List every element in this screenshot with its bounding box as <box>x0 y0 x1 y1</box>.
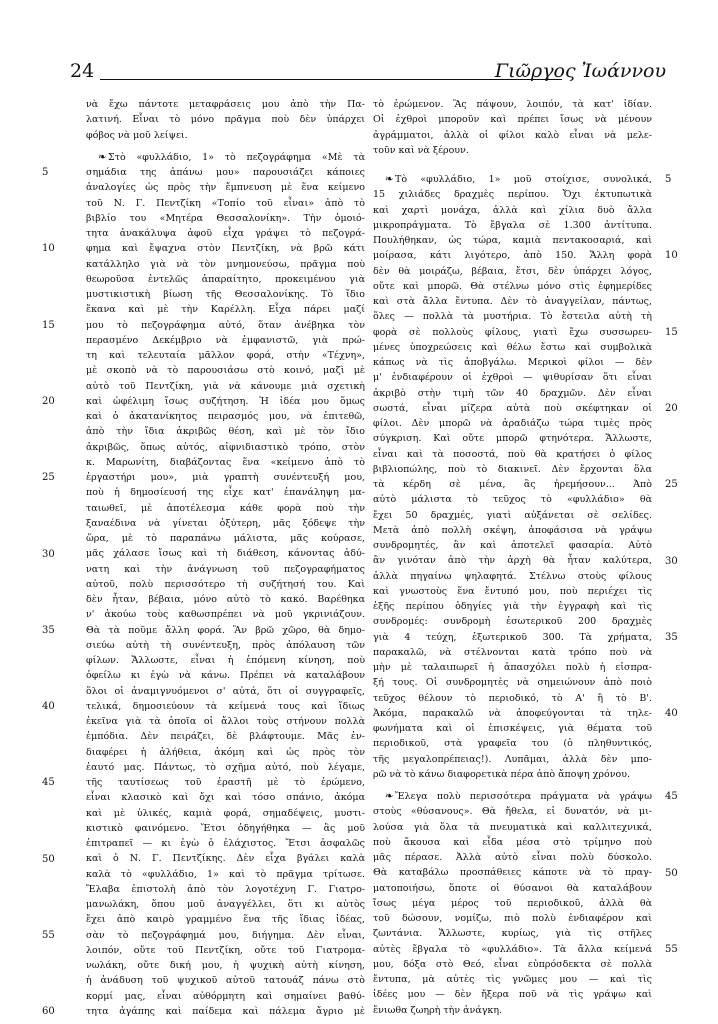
line-text: ταιωθεῖ, μὲ ἀποτέλεσμα κάθε φορὰ ποὺ τὴν <box>86 502 365 514</box>
text-line <box>373 599 652 614</box>
line-text: μανωλάκη, ὅπου μοῦ ἀναγγέλλει, ὅτι κι αὐτὸς <box>86 899 365 910</box>
line-text: ἐμπόδια. Δὲν πειράζει, δὲ βλάφτουμε. Μᾶς ἐν- <box>86 731 365 743</box>
line-number: 30 <box>665 555 678 567</box>
line-number: 55 <box>42 930 55 942</box>
line-text: τῆς ταυτίσεως τοῦ ἐραστῆ μὲ τὸ ἐρώμενο, <box>86 777 365 788</box>
text-line <box>86 97 365 112</box>
text-line <box>86 516 365 531</box>
text-line <box>373 477 652 492</box>
text-line <box>86 348 365 363</box>
text-line <box>373 447 652 462</box>
line-text: αὐτὸ τοῦ Πεντζίκη, γιὰ νὰ κάνουμε μιὰ σχετικὴ <box>86 380 365 392</box>
line-text: Ἀκόμα, παρακαλῶ νὰ ἀποφεύγονται τὰ τηλε- <box>373 707 652 719</box>
text-line <box>373 309 652 324</box>
line-text: ἴσως μέγα μέρος τοῦ περιοδικοῦ, ἀλλὰ θὰ <box>373 897 652 909</box>
line-text: τη καὶ τελευταία μᾶλλον φορά, στὴν «Τέχνη», <box>86 350 365 361</box>
text-line <box>86 821 365 836</box>
line-text: δὲν ἦταν, βέβαια, μόνο αὐτὸ τὸ κακό. Βαρέθηκα <box>86 594 365 605</box>
text-line <box>86 302 365 317</box>
text-line <box>86 1004 365 1019</box>
text-line <box>373 1003 652 1018</box>
text-line <box>373 767 652 782</box>
line-text: Θὰ τὰ ποῦμε ἄλλη φορά. Ἂν βρῶ χῶρο, θὰ δημο- <box>86 624 365 636</box>
line-text: φημα καὶ ἔψαχνα στὸν Πεντζίκη, νὰ βρῶ κάτι <box>86 243 365 255</box>
line-text: μοίρασα, κάτι λιγότερο, ἀπὸ 150. Ἄλλη φορὰ <box>373 250 652 262</box>
line-text: κιστικὸ φαινόμενο. Ἔτσι ὁδηγήθηκα — ἂς μοῦ <box>86 822 365 834</box>
line-text: καὶ μὲ ὑλικές, καμιὰ φορά, σημαδέψεις, μυστι- <box>86 807 365 819</box>
text-line <box>86 455 365 470</box>
line-number: 25 <box>42 472 55 484</box>
line-text: εἶναι κλασικὸ καὶ ὄχι καὶ τόσο σπάνιο, ἀκόμα <box>86 792 365 804</box>
line-text: ἀκριβὸ στὴν τιμὴ τῶν 40 δραχμῶν. Δὲν εἶναι <box>373 387 652 399</box>
text-line <box>86 241 365 256</box>
line-text: φορὰ σὲ πολλοὺς φίλους, γιατὶ ἔχω συσσωρευ- <box>373 326 652 338</box>
page-number: 24 <box>70 60 95 82</box>
line-number: 45 <box>665 791 678 803</box>
line-text: Θὰ καταβάλω προσπάθειες κάποτε νὰ τὸ πραγ- <box>373 867 652 879</box>
text-line <box>373 462 652 477</box>
line-text: ἂν γινόταν ἀπὸ τὴν ἀρχὴ θὰ ἦταν καλύτερα, <box>373 555 652 567</box>
line-text: μᾶς πέρασε. Ἀλλὰ αὐτὸ εἶναι πολὺ δύσκολο. <box>373 852 652 863</box>
text-line <box>373 804 652 819</box>
line-text: κάπως νὰ τὶς ἀποβγάλω. Μερικοὶ φίλοι — δὲν <box>373 357 652 368</box>
text-line <box>373 401 652 416</box>
line-number: 30 <box>42 548 55 560</box>
text-line <box>86 485 365 500</box>
line-text: μᾶς χάλασε ἴσως καὶ τὴ διάθεση, κάνοντας ἀδύ- <box>86 548 365 560</box>
text-line <box>373 128 652 143</box>
right-column <box>373 97 652 1018</box>
line-number: 25 <box>665 479 678 491</box>
line-text: ν' ἀκούω τοὺς καθωσπρέπει νὰ μοῦ γκρινιάζουν. <box>86 609 365 621</box>
line-text: κορμί μας, εἶναι αὐθόρμητη καὶ σημαίνει βαθύ- <box>86 990 365 1002</box>
line-text: ὅλοι οἱ ἀναμιγνυόμενοι σ' αὐτά, ὅτι οἱ συγγραφεῖς, <box>86 685 365 697</box>
line-text: καλὰ τὸ «φυλλάδιο, 1» καὶ τὸ πρᾶγμα τρίτωσε. <box>86 868 365 880</box>
line-text: κ. Μαρωνίτη, διαβάζοντας ἕνα «κείμενο ἀπὸ τὸ <box>86 456 365 468</box>
text-line <box>373 881 652 896</box>
text-line <box>373 972 652 987</box>
line-number: 20 <box>665 402 678 414</box>
line-text: σωστά, εἶναι μίζερα αὐτὰ ποὺ σκέφτηκαν οἱ <box>373 402 652 414</box>
line-text: ἀλλὰ πηγαίνω ψηλαφητά. Στέλνω στοὺς φίλους <box>373 570 652 582</box>
line-text: ποὺ ἄκουσα καὶ εἶδα μέσα στὸ τρίμηνο ποὺ <box>373 836 652 848</box>
section-mark-icon: ❧ <box>385 791 394 802</box>
text-line <box>373 584 652 599</box>
text-line <box>86 180 365 195</box>
text-line <box>373 850 652 865</box>
line-text: ἀναλογίες ὡς πρὸς τὴν ἔμπνευση μὲ ἕνα κείμενο <box>86 182 365 194</box>
text-line <box>373 614 652 629</box>
line-text: αὐτοῦ, πολὺ περισσότερο τὴ συζήτησή του. Καὶ <box>86 578 365 590</box>
line-text: δὲν θὰ μοιράζω, βέβαια, ἔτσι, δὲν ὑπάρχει λόγος, <box>373 265 652 277</box>
line-text: ποὺ ἡ δημοσίευσή της εἶχε κατ' ἐπανάληψη μα- <box>86 487 365 499</box>
text-line <box>373 248 652 263</box>
line-number: 35 <box>42 624 55 636</box>
text-line <box>86 531 365 546</box>
line-text: τεῦχος θέλουν τὸ περιοδικό, τὸ Α' ἢ τὸ Β'. <box>373 692 652 704</box>
line-number: 5 <box>665 174 672 186</box>
line-text: μ' ἐνδιαφέρουν οἱ ἐχθροὶ — ψιθυρίσαν ὅτι εἶναι <box>373 372 652 384</box>
text-line <box>373 675 652 690</box>
text-line <box>86 394 365 409</box>
line-text: μένες ὑποχρεώσεις καὶ θέλω ἔστω καὶ συμβολικὰ <box>373 341 652 353</box>
text-line <box>373 645 652 660</box>
text-line <box>86 943 365 958</box>
line-text: ἔντυπα, μὰ αὐτὲς τὶς γνῶμες μου — καὶ τὶς <box>373 974 652 985</box>
line-text: μικροπράγματα. Τὸ ἔβγαλα σὲ 1.300 ἀντίτυπα. <box>373 219 652 231</box>
line-text: ξαναέδινα νὰ γίνεται ὀξύτερη, μᾶς ξόδεψε τὴν <box>86 517 365 529</box>
text-line <box>86 760 365 775</box>
text-line <box>373 660 652 675</box>
text-line <box>86 128 365 143</box>
text-line <box>373 820 652 835</box>
line-text: ἑξῆς περίπου ὁδηγίες γιὰ τὴν ἐγγραφὴ καὶ τὶς <box>373 601 652 612</box>
line-text: ἔνιωθα ζωηρὴ τὴν ἀνάγκη. <box>373 1004 503 1016</box>
line-text: περασμένο Δεκέμβριο νὰ ἐμφανιστῶ, γιὰ πρώ- <box>86 334 365 346</box>
line-text: λοιπόν, οὔτε τοῦ Πεντζίκη, οὔτε τοῦ Γιατρομα- <box>86 944 365 956</box>
line-text: ξή τους. Οἱ συνδρομητὲς νὰ σημειώνουν ἀπὸ ποιὸ <box>373 677 652 689</box>
line-number: 20 <box>42 395 55 407</box>
text-line <box>373 187 652 202</box>
line-text: φωνήματα καὶ οἱ ἐπισκέψεις, γιὰ θέματα τοῦ <box>373 723 652 734</box>
text-line <box>86 989 365 1004</box>
line-text: συνδρομητές, ἂν καὶ ἀποτελεῖ φασαρία. Αὐτὸ <box>373 540 652 551</box>
line-text: διαφέρει ἡ ἀλήθεια, ἀκόμη καὶ ὡς πρὸς τὸν <box>86 746 365 758</box>
section-mark-icon: ❧ <box>98 151 107 163</box>
text-line <box>86 363 365 378</box>
text-line <box>86 668 365 683</box>
line-text: μου τὸ πεζογράφημα αὐτό, ὅταν ἀνέβηκα τὸν <box>86 319 365 331</box>
text-line <box>86 790 365 805</box>
line-text: ἐργαστήρι μου», μιὰ γραπτὴ συνέντευξή μου, <box>86 472 365 483</box>
text-line <box>373 508 652 523</box>
line-text: λατινή. Εἶναι τὸ μόνο πρᾶγμα ποὺ δὲν ὑπάρχει <box>86 114 365 126</box>
text-line <box>86 973 365 988</box>
text-line <box>86 836 365 851</box>
text-line <box>373 706 652 721</box>
text-line <box>86 684 365 699</box>
line-text: κατάλληλο γιὰ νὰ τὸν μνημονεύσω, πρᾶγμα ποὺ <box>86 258 365 270</box>
line-text: τὰ κέρδη σὲ μένα, ἂς ἠρεμήσουν... Ἀπὸ <box>373 479 652 490</box>
text-line <box>373 340 652 355</box>
line-text: σύγκριση. Καὶ οὔτε μπορῶ φτηνότερα. Ἄλλωστε, <box>373 433 652 445</box>
line-text: Μετὰ ἀπὸ πολλὴ σκέψη, ἀποφάσισα νὰ γράψω <box>373 524 652 536</box>
line-text: τὸ ἐρώμενον. Ἂς πάψουν, λοιπόν, τὰ κατ' ἰδίαν. <box>373 99 652 110</box>
line-text: καὶ γνωστοὺς ἕνα ἔντυπό μου, ποὺ περιέχει τὶς <box>373 585 652 597</box>
line-text: τοῦν καὶ νὰ ξέρουν. <box>373 144 469 156</box>
text-line <box>373 218 652 233</box>
text-line <box>373 264 652 279</box>
line-text: τῆς μεγαλοπρέπειας!). Λυπᾶμαι, ἀλλὰ δὲν μπο- <box>373 753 652 765</box>
line-text: τητα ἀγάπης καὶ παίδεμα καὶ πάλεμα ἄγριο μὲ <box>86 1005 365 1017</box>
text-line <box>86 287 365 302</box>
text-line <box>373 957 652 972</box>
line-text: συνδρομές: συνδρομὴ ἐσωτερικοῦ 200 δραχμὲς <box>373 616 652 628</box>
line-number: 50 <box>665 867 678 879</box>
text-line <box>86 424 365 439</box>
text-line <box>373 416 652 431</box>
page-header <box>70 60 666 84</box>
line-number: 60 <box>42 1006 55 1018</box>
text-line <box>86 150 365 165</box>
line-text: τοῦ δώσουν, νομίζω, πιὸ πολὺ ἐνδιαφέρον καὶ <box>373 913 652 924</box>
text-line <box>373 523 652 538</box>
line-text: βιβλιοπώλης, ποὺ τὸ διακινεῖ. Δὲν ἔρχονται ὅλα <box>373 463 652 475</box>
text-line <box>86 562 365 577</box>
text-line <box>373 835 652 850</box>
text-line <box>86 912 365 927</box>
line-number: 15 <box>665 326 678 338</box>
text-line <box>373 355 652 370</box>
header-rule <box>100 79 562 80</box>
text-line <box>86 714 365 729</box>
text-line <box>86 806 365 821</box>
text-line <box>86 318 365 333</box>
line-text: ἑαυτό μας. Πάντως, τὸ σχῆμα αὐτό, ποὺ λέγαμε, <box>86 761 365 773</box>
line-text: ἐπιτραπεῖ — κι ἐγὼ ὁ ἐλάχιστος. Ἔτσι ἀσφαλῶς <box>86 838 365 849</box>
text-line <box>373 789 652 804</box>
text-line <box>373 569 652 584</box>
line-text: Πουλήθηκαν, ὡς τώρα, καμιὰ πεντακοσαριά, καὶ <box>373 235 652 246</box>
line-number: 50 <box>42 853 55 865</box>
text-line <box>86 699 365 714</box>
line-text: Οἱ ἐχθροὶ μποροῦν καὶ πρέπει ἴσως νὰ μένουν <box>373 114 652 126</box>
text-line <box>86 745 365 760</box>
line-text: αὐτὲς ἔβγαλα τὸ «φυλλάδιο». Τὰ ἄλλα κείμενά <box>373 943 652 955</box>
text-line <box>373 691 652 706</box>
text-line <box>86 333 365 348</box>
text-line <box>86 501 365 516</box>
text-line <box>373 97 652 112</box>
line-text: τοῦ Ν. Γ. Πεντζίκη «Τοπίο τοῦ εἶναι» ἀπὸ τὸ <box>86 197 365 209</box>
text-line <box>86 165 365 180</box>
line-text: καὶ ὁ Ν. Γ. Πεντζίκης. Δὲν εἶχα βγάλει καλὰ <box>86 853 365 865</box>
text-line <box>86 958 365 973</box>
text-line <box>373 553 652 568</box>
text-line <box>373 279 652 294</box>
line-text: ρῶ νὰ τὸ κάνω διαφορετικὰ πέρα ἀπὸ ἄποψη χρόνου. <box>373 768 631 780</box>
line-text: ματοποιήσω, ὅποτε οἱ θύσανοι θὰ καταλάβουν <box>373 882 652 894</box>
text-line <box>373 538 652 553</box>
line-text: βιβλίο του «Μητέρα Θεσσαλονίκη». Τὴν ὁμοιό- <box>86 212 365 224</box>
text-line <box>86 440 365 455</box>
text-line <box>373 630 652 645</box>
text-line <box>373 325 652 340</box>
text-line <box>373 736 652 751</box>
left-column <box>86 97 365 1019</box>
line-text: τητα ἀνακάλυψα ἀφοῦ εἶχα γράψει τὸ πεζογρά- <box>86 228 365 239</box>
line-text: ζωντάνια. Ἄλλωστε, κυρίως, γιὰ τὶς στῆλες <box>373 928 652 940</box>
line-text: ἔχει ἀπὸ καιρὸ γραμμένο ἕνα τῆς ἴδιας ἰδέας, <box>86 914 365 926</box>
line-text: Τὸ «φυλλάδιο, 1» μοῦ στοίχισε, συνολικά, <box>395 174 652 185</box>
line-number: 55 <box>665 944 678 956</box>
text-line <box>86 882 365 897</box>
line-text: περιοδικοῦ, στὰ γραφεῖα του (ὁ πληθυντικός, <box>373 738 652 750</box>
text-line <box>86 112 365 127</box>
text-line <box>373 294 652 309</box>
text-line <box>86 470 365 485</box>
line-text: Στὸ «φυλλάδιο, 1» τὸ πεζογράφημα «Μὲ τὰ <box>108 151 365 163</box>
line-text: φόβος νὰ μοῦ λείψει. <box>86 129 188 141</box>
text-line <box>86 257 365 272</box>
line-text: ἔκανα καὶ μὲ τὴν Καρέλλη. Εἶχα πάρει μαζί <box>86 304 365 316</box>
line-text: ἰδέες μου — δὲν ἤξερα ποῦ νὰ τὶς γράψω καὶ <box>373 989 652 1001</box>
text-line <box>373 203 652 218</box>
text-line <box>86 211 365 226</box>
text-line <box>86 729 365 744</box>
line-text: σὰν τὸ πεζογράφημά μου, διήγημα. Δὲν εἶναι, <box>86 929 365 941</box>
text-line <box>86 379 365 394</box>
running-head: Γιῶργος Ἰωάννου <box>494 60 666 82</box>
line-text: νωλάκη, οὔτε δική μου, ἡ ψυχικὴ αὐτὴ κίνηση, <box>86 960 365 971</box>
line-text: καὶ ὠφέλιμη ἴσως συζήτηση. Ἡ ἰδέα μου ὅμως <box>86 395 365 407</box>
line-text: τελικά, δημοσιεύουν τὰ κείμενά τους καὶ ἴδιως <box>86 700 365 712</box>
text-line <box>373 721 652 736</box>
line-text: εἶναι καὶ τὰ ποσοστά, ποὺ θὰ κρατήσει ὁ φίλος <box>373 448 652 460</box>
text-line <box>373 370 652 385</box>
text-line <box>373 492 652 507</box>
text-line <box>373 172 652 187</box>
line-number: 40 <box>665 708 678 720</box>
line-text: μου, δόξα στὸ Θεό, εἶναι εὐπρόσδεκτα σὲ πολλὰ <box>373 958 652 970</box>
line-text: μὲ σκοπὸ νὰ τὸ παρουσιάσω στὸ κοινό, μαζὶ μὲ <box>86 365 365 377</box>
line-number: 45 <box>42 777 55 789</box>
line-text: ἀπὸ τὴν ἴδια ἀκριβῶς θέση, καὶ μὲ τὸν ἴδιο <box>86 426 365 438</box>
text-line <box>86 592 365 607</box>
line-text: νατη καὶ τὴν ἀνάγνωση τοῦ πεζογραφήματος <box>86 563 365 575</box>
text-line <box>373 926 652 941</box>
line-text: ἡ ἀνάδυση τοῦ ψυχικοῦ αὐτοῦ τατουάζ πάνω στὸ <box>86 975 365 987</box>
text-line <box>86 638 365 653</box>
line-text: 15 χιλιάδες δραχμὲς περίπου. Ὄχι ἐκτυπωτικὰ <box>373 189 652 201</box>
text-line <box>86 577 365 592</box>
line-text: παρακαλῶ, νὰ στέλνονται κατὰ τρόπο ποὺ νὰ <box>373 646 652 658</box>
line-text: καὶ χαρτὶ μονάχα, ἀλλὰ καὶ χίλια δυὸ ἄλλα <box>373 204 652 216</box>
text-line <box>86 226 365 241</box>
line-text: ἀκριβῶς, ὅπως αὐτός, αἰφνιδιαστικὸ τρόπο, στὸν <box>86 441 365 453</box>
section-mark-icon: ❧ <box>385 174 394 185</box>
line-text: νὰ ἔχω πάντοτε μεταφράσεις μου ἀπὸ τὴν Πα- <box>86 99 365 110</box>
line-text: ἔχει 50 δραχμές, γιατὶ αὐξάνεται σὲ σελίδες. <box>373 509 652 521</box>
line-text: ἀγράμματοι, ἀλλὰ οἱ φίλοι καλὸ εἶναι νὰ μελε- <box>373 129 652 141</box>
line-text: λούσα γιὰ ὅλα τὰ πνευματικὰ καὶ καλλιτεχνικά, <box>373 821 652 833</box>
line-number: 35 <box>665 631 678 643</box>
text-line <box>373 143 652 158</box>
line-text: ὀφείλω κι ἐγὼ νὰ κάνω. Πρέπει νὰ καταλάβουν <box>86 670 365 682</box>
line-text: καὶ στὰ ἄλλα ἔντυπα. Δὲν τὸ ἀναγγείλαν, πάντως, <box>373 296 652 307</box>
line-text: γιὰ 4 τεύχη, ἐξωτερικοῦ 300. Τὰ χρήματα, <box>373 631 652 643</box>
text-line <box>373 865 652 880</box>
line-text: σιεύω αὐτὴ τὴ συνέντευξη, πρὸς ἀπόλαυση τῶν <box>86 639 365 651</box>
line-text: Ἔλαβα ἐπιστολὴ ἀπὸ τὸν λογοτέχνη Γ. Γιατρο- <box>86 883 365 895</box>
text-line <box>86 851 365 866</box>
line-text: θεωροῦσα ἐντελῶς ἀπαραίτητο, προκειμένου γιὰ <box>86 273 365 285</box>
text-line <box>86 897 365 912</box>
line-text: ὅλες — πολλὰ τὰ μυστήρια. Τὸ ἔστειλα αὐτὴ τὴ <box>373 311 652 323</box>
line-number: 10 <box>665 250 678 262</box>
text-line <box>86 653 365 668</box>
line-text: σημάδια της ἀπάνω μου» παρουσιάζει κάποιες <box>86 167 365 178</box>
text-line <box>86 196 365 211</box>
text-line <box>86 546 365 561</box>
text-line <box>86 928 365 943</box>
text-line <box>86 623 365 638</box>
line-text: στοὺς «θύσανους». Θὰ ἤθελα, εἰ δυνατόν, νὰ μι- <box>373 806 652 818</box>
line-text: αὐτὸ μάλιστα τὸ τεῦχος τὸ «φυλλάδιο» θὰ <box>373 494 652 506</box>
text-line <box>373 233 652 248</box>
line-text: ὥρα, μὲ τὸ παραπάνω μάλιστα, μᾶς κούρασε, <box>86 533 365 544</box>
text-line <box>86 775 365 790</box>
text-line <box>86 607 365 622</box>
text-line <box>373 896 652 911</box>
line-text: φίλοι. Δὲν μπορῶ νὰ ἀραδιάζω τώρα τιμὲς πρὸς <box>373 418 652 429</box>
line-text: οὔτε καὶ μπορῶ. Θὰ στέλνω μόνο στὶς ἐφημερίδες <box>373 280 652 292</box>
text-line <box>373 431 652 446</box>
line-text: μὴν μὲ ταλαιπωρεῖ ἡ ἀπασχόλει πολὺ ἡ εἰσπρα- <box>373 662 652 673</box>
text-line <box>373 942 652 957</box>
line-number: 10 <box>42 243 55 255</box>
line-text: φίλων. Ἄλλωστε, εἶναι ἡ ἑπόμενη κίνηση, ποὺ <box>86 655 365 666</box>
text-line <box>86 272 365 287</box>
text-line <box>86 867 365 882</box>
line-text: ἐκεῖνα γιὰ τὰ ὁποῖα οἱ ἄλλοι τοὺς στήνουν πολλὰ <box>86 716 365 727</box>
text-line <box>373 752 652 767</box>
line-text: καὶ ὁ ἀκατανίκητος πειρασμός μου, νὰ ἐπιτεθῶ, <box>86 411 365 422</box>
line-text: μυστικιστικὴ βίωση τῆς Θεσσαλονίκης. Τὸ ἴδιο <box>86 289 365 300</box>
line-number: 40 <box>42 701 55 713</box>
line-text: Ἔλεγα πολὺ περισσότερα πράγματα νὰ γράψω <box>395 791 652 802</box>
line-number: 15 <box>42 319 55 331</box>
text-line <box>373 987 652 1002</box>
text-line <box>86 409 365 424</box>
text-line <box>373 112 652 127</box>
text-line <box>373 911 652 926</box>
text-line <box>373 386 652 401</box>
line-number: 5 <box>42 167 49 179</box>
